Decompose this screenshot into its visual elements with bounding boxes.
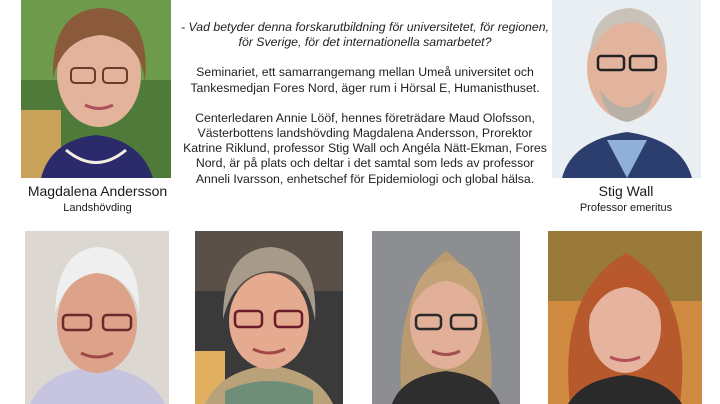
intro-question: - Vad betyder denna forskarutbildning för universitetet, för regionen, för Sverige, för det internationella samarbetet?	[181, 20, 549, 50]
portrait-magdalena-andersson	[21, 0, 171, 178]
person-name: Stig Wall	[598, 183, 654, 199]
portrait-stig-wall	[552, 0, 701, 178]
person-role: Professor emeritus	[579, 202, 673, 214]
intro-paragraph-1: Seminariet, ett samarrangemang mellan Umeå universitet och Tankesmedjan Fores Nord, äger rum i Hörsal E, Humanisthuset.	[190, 65, 540, 95]
portrait-image	[21, 0, 171, 178]
portrait-image	[195, 231, 343, 404]
person-name: Magdalena Andersson	[27, 183, 168, 199]
portrait-man-white-hair	[25, 231, 169, 404]
portrait-image	[552, 0, 701, 178]
portrait-image	[25, 231, 169, 404]
portrait-image	[372, 231, 520, 404]
intro-paragraph-2: Centerledaren Annie Lööf, hennes företrädare Maud Olofsson, Västerbottens landshövding Magdalena Andersson, Prorektor Katrine Riklund, professor Stig Wall och Angéla Nätt-Ekman, Fores Nord, är på plats och deltar i det samtal som leds av professor Anneli Ivarsson, enhetschef för Epidemiologi och global hälsa.	[183, 110, 547, 186]
portrait-woman-gray-hair	[195, 231, 343, 404]
portrait-woman-blonde-hair	[372, 231, 520, 404]
person-role: Landshövding	[63, 202, 132, 214]
portrait-image	[548, 231, 702, 404]
portrait-woman-red-hair	[548, 231, 702, 404]
seminar-description	[180, 0, 550, 187]
